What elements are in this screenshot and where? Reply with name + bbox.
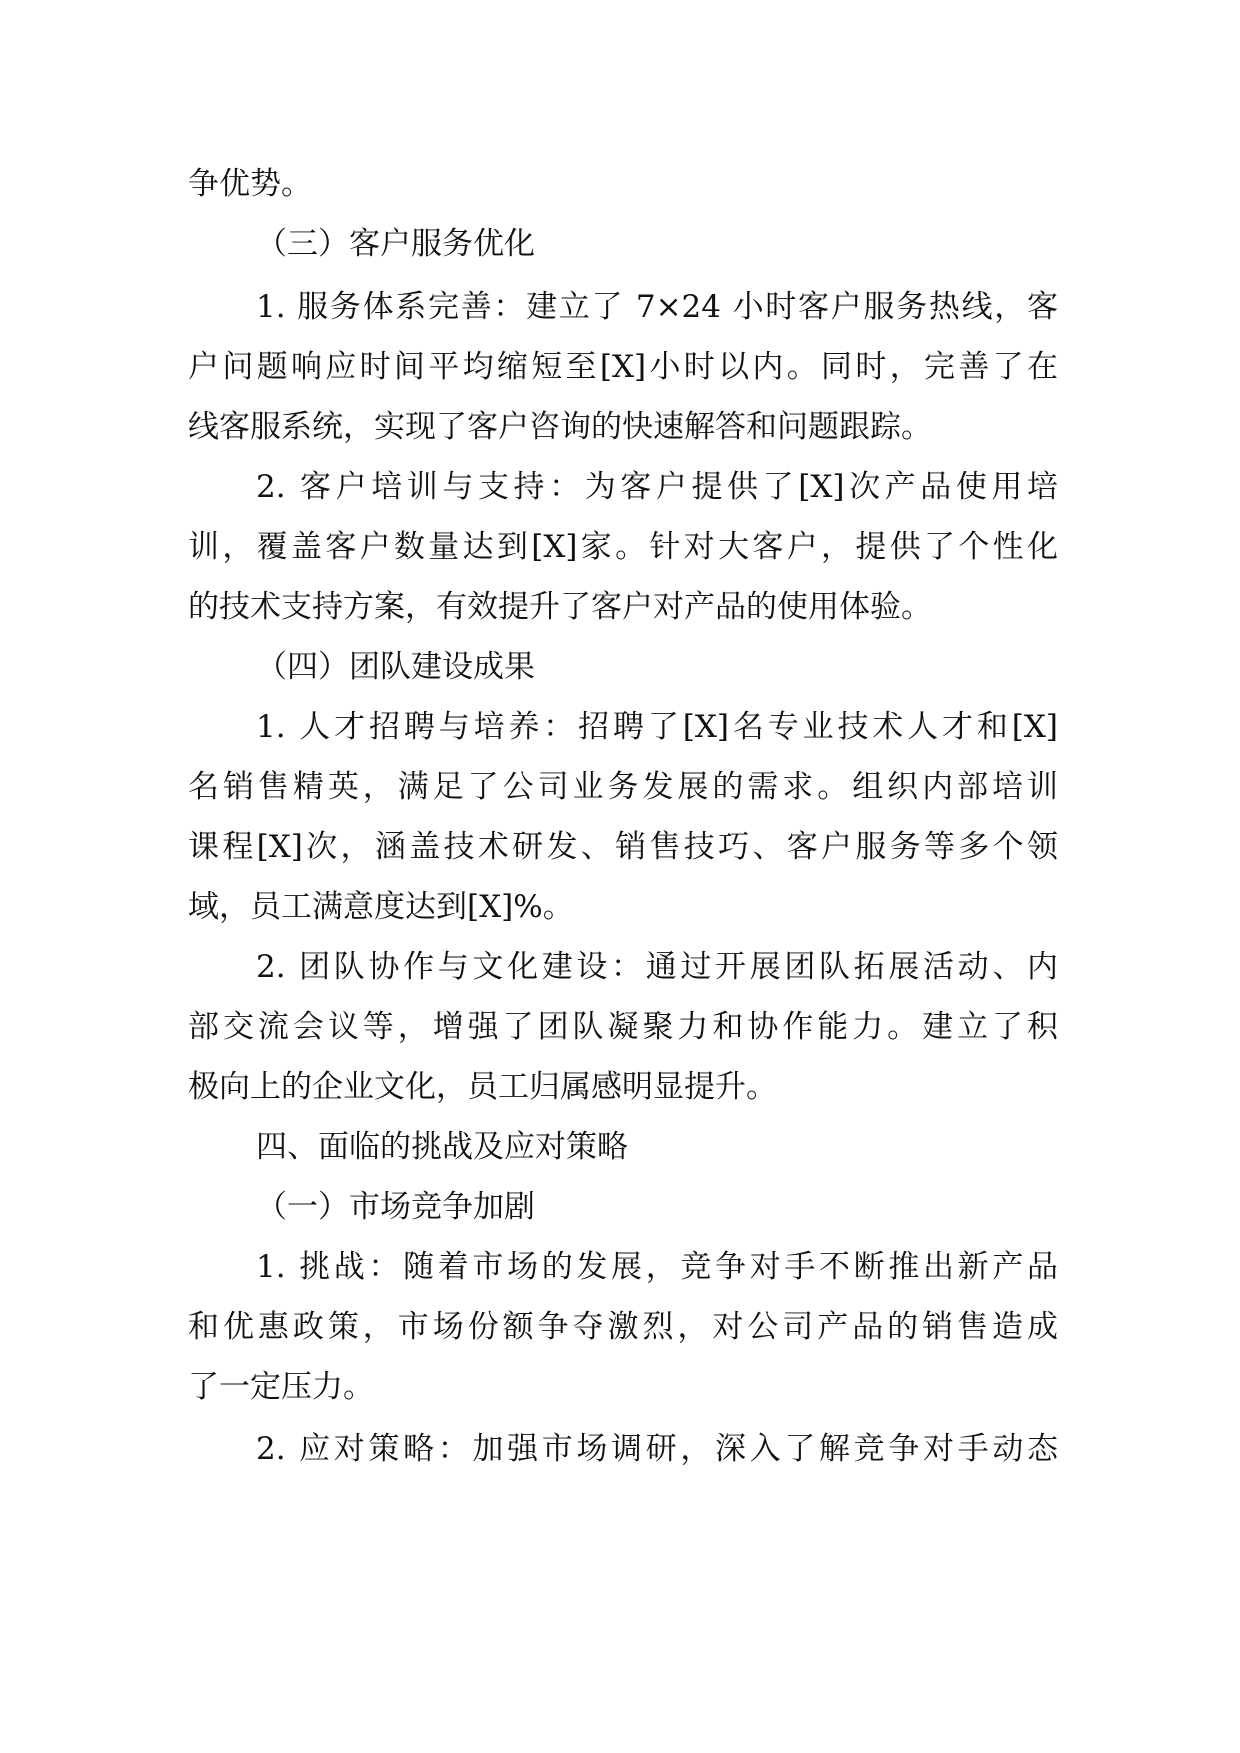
paragraph-line: 部交流会议等，增强了团队凝聚力和协作能力。建立了积: [188, 1009, 1058, 1045]
paragraph-line: 2. 团队协作与文化建设：通过开展团队拓展活动、内: [256, 949, 1058, 985]
paragraph-line: 名销售精英，满足了公司业务发展的需求。组织内部培训: [188, 769, 1058, 805]
paragraph-line: 了一定压力。: [188, 1369, 374, 1405]
paragraph-line: 1. 人才招聘与培养：招聘了[X]名专业技术人才和[X]: [256, 709, 1058, 745]
section-heading: （四）团队建设成果: [256, 649, 535, 685]
paragraph-line: 训，覆盖客户数量达到[X]家。针对大客户，提供了个性化: [188, 529, 1058, 565]
paragraph-line: 域，员工满意度达到[X]%。: [188, 889, 574, 925]
paragraph-line: 极向上的企业文化，员工归属感明显提升。: [188, 1069, 777, 1105]
paragraph-line: 课程[X]次，涵盖技术研发、销售技巧、客户服务等多个领: [188, 829, 1058, 865]
section-heading: （一）市场竞争加剧: [256, 1189, 535, 1225]
paragraph-line: 的技术支持方案，有效提升了客户对产品的使用体验。: [188, 589, 932, 625]
paragraph-line: 1. 挑战：随着市场的发展，竞争对手不断推出新产品: [256, 1249, 1058, 1285]
section-heading: （三）客户服务优化: [256, 226, 535, 262]
paragraph-line: 2. 应对策略：加强市场调研，深入了解竞争对手动态: [256, 1431, 1058, 1467]
paragraph-line: 1. 服务体系完善：建立了 7×24 小时客户服务热线，客: [256, 289, 1058, 325]
chapter-heading: 四、面临的挑战及应对策略: [256, 1129, 628, 1165]
paragraph-line: 和优惠政策，市场份额争夺激烈，对公司产品的销售造成: [188, 1309, 1058, 1345]
paragraph-line: 线客服系统，实现了客户咨询的快速解答和问题跟踪。: [188, 409, 932, 445]
paragraph-line: 2. 客户培训与支持：为客户提供了[X]次产品使用培: [256, 469, 1058, 505]
paragraph-line: 户问题响应时间平均缩短至[X]小时以内。同时，完善了在: [188, 349, 1058, 385]
paragraph-line: 争优势。: [188, 166, 312, 202]
